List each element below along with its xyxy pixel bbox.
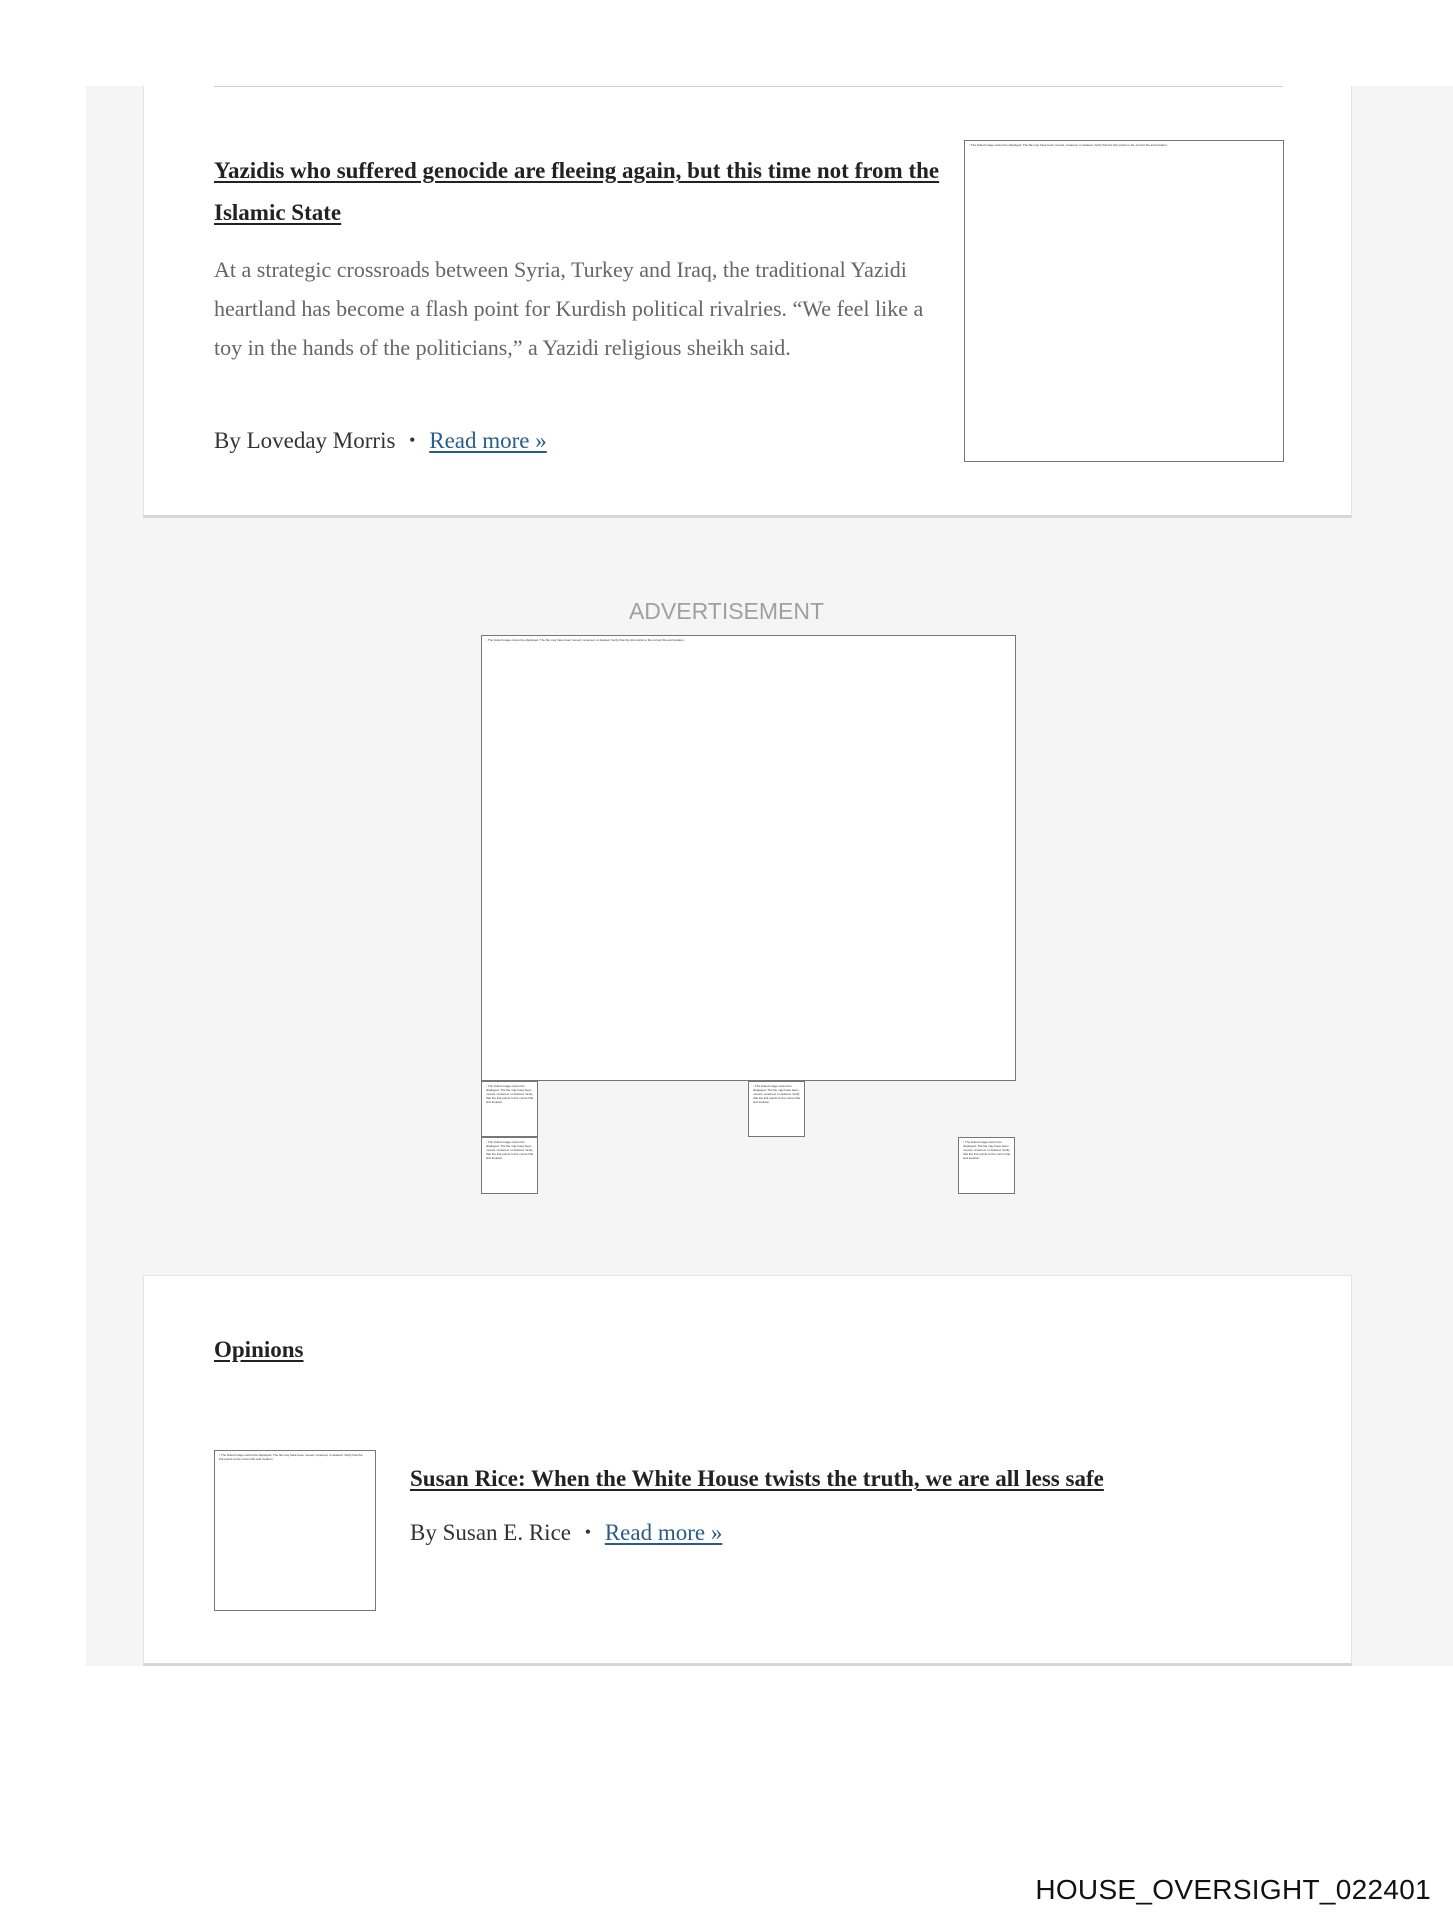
- divider: [214, 86, 1283, 87]
- document-id: HOUSE_OVERSIGHT_022401: [1035, 1874, 1431, 1905]
- opinion-byline: [410, 1520, 722, 1546]
- ad-pixel-placeholder: [748, 1081, 805, 1137]
- opinion-author: By Susan E. Rice: [410, 1520, 571, 1545]
- story-summary: At a strategic crossroads between Syria, Turkey and Iraq, the traditional Yazidi heartland has become a flash point for Kurdish political rivalries. “We feel like a toy in the hands of the politicians,” a Yazidi religious sheikh said.: [214, 257, 924, 360]
- ad-pixel-placeholder: [481, 1137, 538, 1194]
- byline-separator: •: [584, 1522, 592, 1542]
- advertisement-image-placeholder[interactable]: [481, 635, 1016, 1081]
- broken-image-caption: ▫ The linked image cannot be displayed. The file may have been moved, renamed, or deleted. Verify that the link points to the correct file and location.: [963, 1140, 1014, 1160]
- broken-image-caption: ▫ The linked image cannot be displayed. The file may have been moved, renamed, or deleted. Verify that the link points to the correct file and location.: [219, 1453, 366, 1461]
- opinions-section-link[interactable]: Opinions: [214, 1337, 304, 1362]
- opinion-read-more-link[interactable]: Read more »: [604, 1520, 723, 1545]
- broken-image-caption: ▫ The linked image cannot be displayed. The file may have been moved, renamed, or deleted. Verify that the link points to the correct file and location.: [486, 1140, 537, 1160]
- ad-pixel-placeholder: [481, 1081, 538, 1137]
- broken-image-caption: ▫ The linked image cannot be displayed. The file may have been moved, renamed, or deleted. Verify that the link points to the correct file and location.: [753, 1084, 804, 1104]
- story-author: By Loveday Morris: [214, 428, 396, 453]
- story-headline-link[interactable]: Yazidis who suffered genocide are fleeing again, but this time not from the Islamic State: [214, 158, 940, 225]
- byline-separator: •: [409, 430, 416, 450]
- broken-image-caption: ▫ The linked image cannot be displayed. The file may have been moved, renamed, or deleted. Verify that the link points to the correct file and location.: [486, 1084, 537, 1104]
- advertisement-label: ADVERTISEMENT: [628, 598, 825, 624]
- broken-image-caption: ▫ The linked image cannot be displayed. The file may have been moved, renamed, or deleted. Verify that the link points to the correct file and location.: [486, 638, 976, 642]
- opinion-image-placeholder: [214, 1450, 376, 1611]
- ad-pixel-placeholder: [958, 1137, 1015, 1194]
- broken-image-caption: ▫ The linked image cannot be displayed. The file may have been moved, renamed, or deleted. Verify that the link points to the correct file and location.: [969, 143, 1262, 147]
- story-byline: [214, 428, 547, 454]
- story-image-placeholder: [964, 140, 1284, 462]
- story-read-more-link[interactable]: Read more »: [429, 428, 547, 453]
- opinion-headline-link[interactable]: Susan Rice: When the White House twists the truth, we are all less safe: [410, 1466, 1104, 1491]
